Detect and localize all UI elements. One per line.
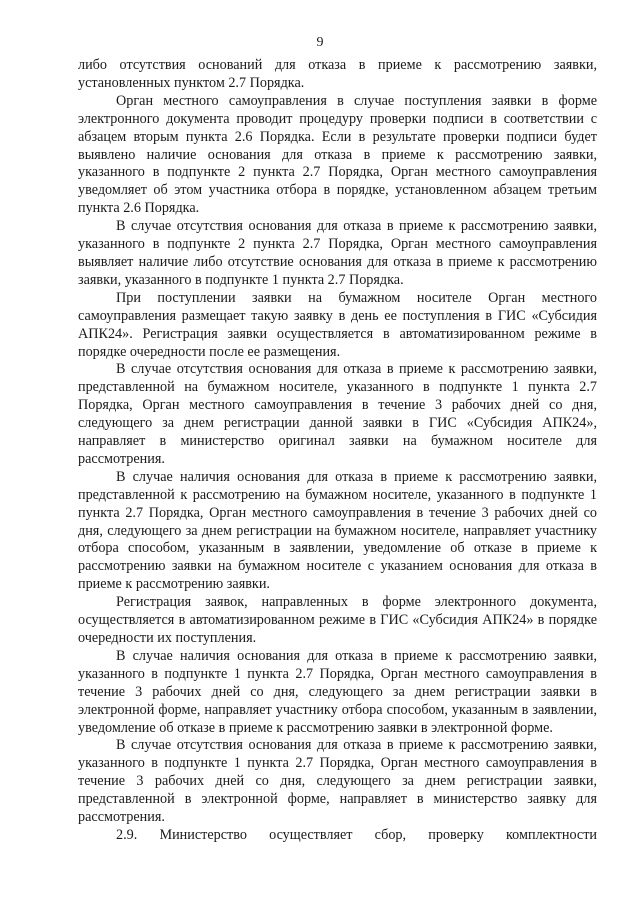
paragraph: 2.9. Министерство осуществляет сбор, проверку комплектности [116, 826, 597, 843]
document-body [78, 57, 597, 845]
paragraph: В случае отсутствия основания для отказа в приеме к рассмотрению заявки, указанного в подпункте 2 пункта 2.7 Порядка, Орган местного самоуправления выявляет наличие либо отсутствие основания для отказа в приеме к рассмотрению заявки, указанного в подпункте 1 пункта 2.7 Порядка. [78, 218, 597, 288]
paragraph: Регистрация заявок, направленных в форме электронного документа, осуществляется в автоматизированном режиме в ГИС «Субсидия АПК24» в порядке очередности их поступления. [78, 594, 597, 646]
paragraph: либо отсутствия оснований для отказа в приеме к рассмотрению заявки, установленных пунктом 2.7 Порядка. [78, 57, 597, 91]
paragraph: В случае отсутствия основания для отказа в приеме к рассмотрению заявки, указанного в подпункте 1 пункта 2.7 Порядка, Орган местного самоуправления в течение 3 рабочих дней со дня, следующего за днем регистрации заявки, представленной в электронной форме, направляет в министерство заявку для рассмотрения. [78, 737, 597, 826]
paragraph: Орган местного самоуправления в случае поступления заявки в форме электронного документа проводит процедуру проверки подписи в соответствии с абзацем вторым пункта 2.6 Порядка. Если в результате проверки подписи будет выявлено наличие основания для отказа в приеме к рассмотрению заявки, указанного в подпункте 2 пункта 2.7 Порядка, Орган местного самоуправления уведомляет об этом участника отбора в порядке, установленном абзацем третьим пункта 2.6 Порядка. [78, 92, 597, 217]
paragraph: В случае наличия основания для отказа в приеме к рассмотрению заявки, представленной к рассмотрению на бумажном носителе, указанного в подпункте 1 пункта 2.7 Порядка, Орган местного самоуправления в течение 3 рабочих дней со дня, следующего за днем регистрации на бумажном носителе, направляет участнику отбора способом, указанным в заявлении, уведомление об отказе в приеме к рассмотрению заявки на бумажном носителе с указанием основания для отказа в приеме к рассмотрению заявки. [78, 468, 597, 593]
page-number: 9 [316, 35, 324, 50]
paragraph: В случае отсутствия основания для отказа в приеме к рассмотрению заявки, представленной на бумажном носителе, указанного в подпункте 1 пункта 2.7 Порядка, Орган местного самоуправления в течение 3 рабочих дней со дня, следующего за днем регистрации данной заявки в ГИС «Субсидия АПК24», направляет в министерство оригинал заявки на бумажном носителе для рассмотрения. [78, 361, 597, 467]
paragraph: В случае наличия основания для отказа в приеме к рассмотрению заявки, указанного в подпункте 1 пункта 2.7 Порядка, Орган местного самоуправления в течение 3 рабочих дней со дня, следующего за днем регистрации заявки в электронной форме, направляет участнику отбора способом, указанным в заявлении, уведомление об отказе в приеме к рассмотрению заявки в электронной форме. [78, 647, 597, 736]
paragraph: При поступлении заявки на бумажном носителе Орган местного самоуправления размещает такую заявку в день ее поступления в ГИС «Субсидия АПК24». Регистрация заявки осуществляется в автоматизированном режиме в порядке очередности после ее размещения. [78, 289, 597, 360]
